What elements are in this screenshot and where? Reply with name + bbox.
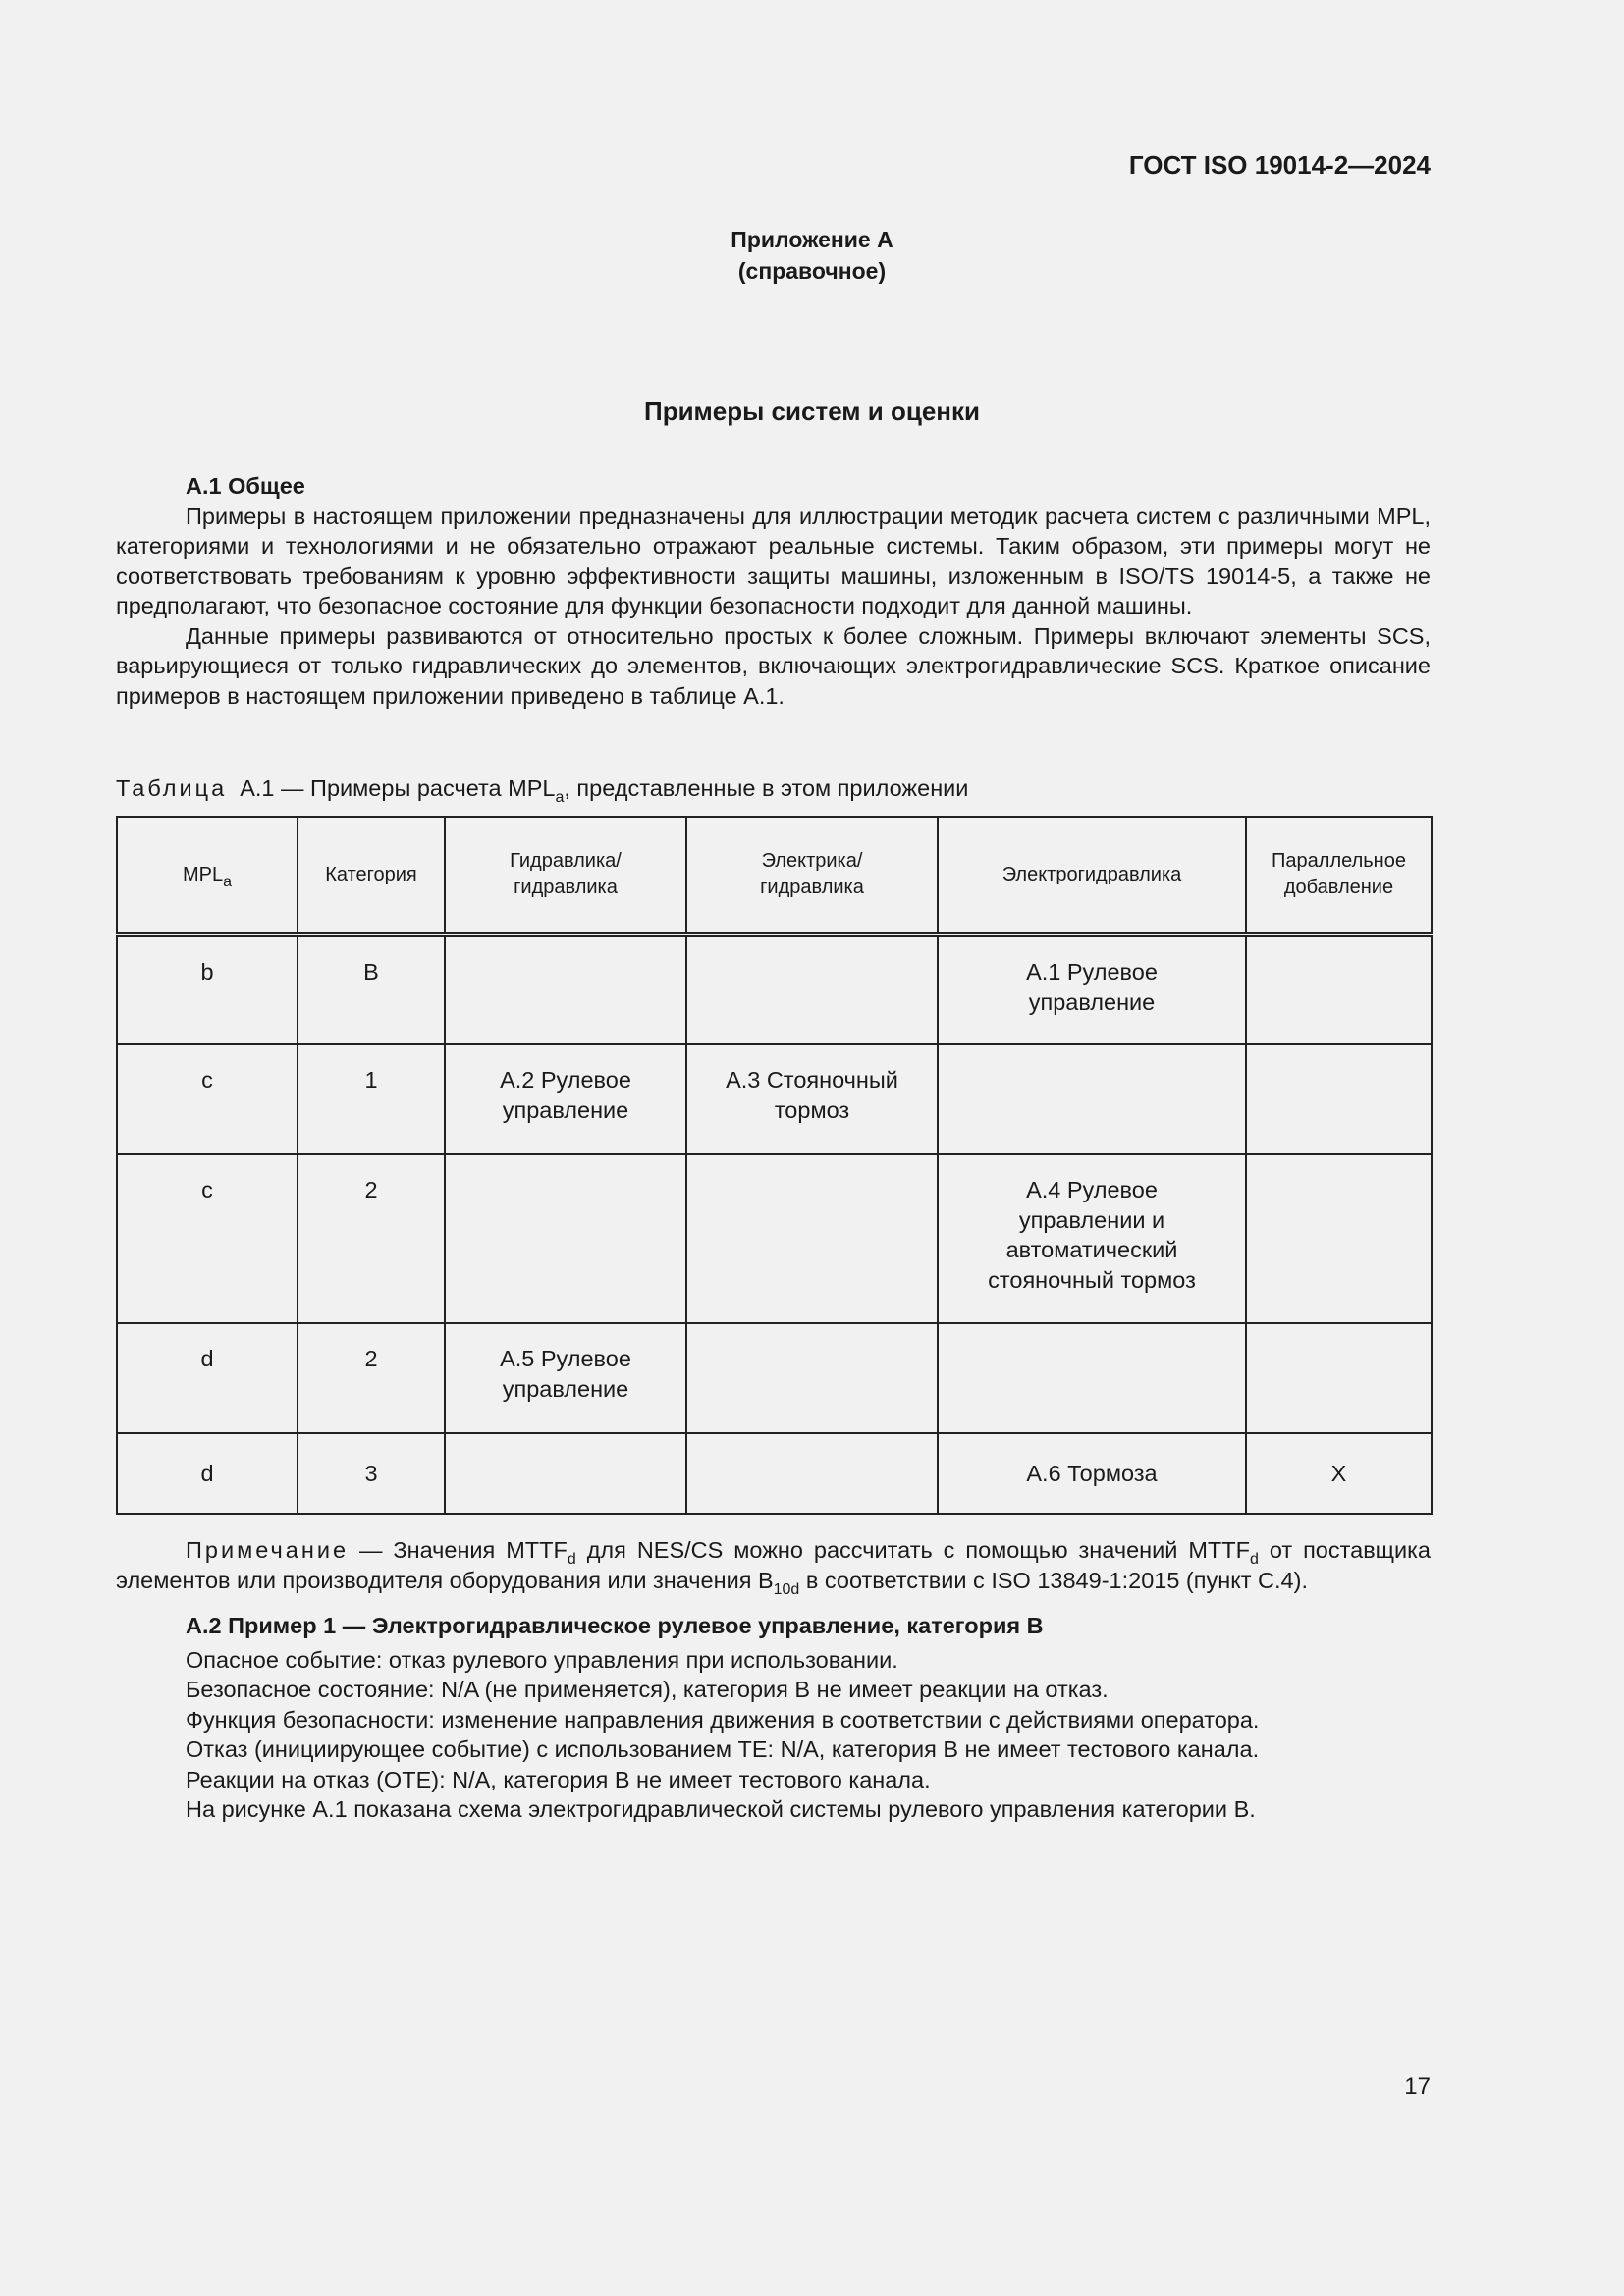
a2-heading: А.2 Пример 1 — Электрогидравлическое рулевое управление, категория В xyxy=(186,1613,1044,1638)
cell-electrohydraulic xyxy=(938,1044,1246,1154)
section-title: Примеры систем и оценки xyxy=(644,397,980,426)
appendix-heading xyxy=(0,224,1624,287)
cell-electrohydraulic: А.1 Рулевое управление xyxy=(938,934,1246,1044)
table-caption-text: — Примеры расчета MPL xyxy=(274,775,556,801)
header-hydraulic xyxy=(445,817,686,934)
a1-paragraph-1: Примеры в настоящем приложении предназначены для иллюстрации методик расчета систем с различными MPL, категориями и технологиями и не обязательно отражают реальные системы. Таким образом, эти примеры могут не соответствовать требованиям к уровню эффективности защиты машины, изложенным в ISO/TS 19014-5, а также не предполагают, что безопасное состояние для функции безопасности подходит для данной машины. xyxy=(116,503,1431,618)
header-electric-line1: Электрика/ xyxy=(761,850,863,872)
cell-electric xyxy=(686,1433,938,1514)
note-part: — Значения MTTF xyxy=(349,1537,568,1563)
cell-parallel xyxy=(1246,934,1432,1044)
cell-hydraulic xyxy=(445,1433,686,1514)
document-code: ГОСТ ISO 19014-2—2024 xyxy=(1128,150,1431,180)
header-electric xyxy=(686,817,938,934)
a2-line: Отказ (инициирующее событие) с использованием TE: N/A, категория В не имеет тестового канала. xyxy=(186,1736,1260,1762)
cell-parallel: X xyxy=(1246,1433,1432,1514)
cell-electric: А.3 Стояночный тормоз xyxy=(686,1044,938,1154)
cell-mpl: b xyxy=(117,934,298,1044)
cell-mpl: c xyxy=(117,1154,298,1323)
table-row xyxy=(117,1044,1432,1154)
cell-parallel xyxy=(1246,1044,1432,1154)
table-caption-subscript: a xyxy=(555,789,565,806)
cell-electrohydraulic xyxy=(938,1323,1246,1433)
note-part: в соответствии с ISO 13849-1:2015 (пункт С.4). xyxy=(799,1568,1308,1593)
cell-parallel xyxy=(1246,1323,1432,1433)
cell-parallel xyxy=(1246,1154,1432,1323)
header-hydraulic-line2: гидравлика xyxy=(514,877,618,898)
cell-category: 2 xyxy=(298,1323,445,1433)
cell-category: 3 xyxy=(298,1433,445,1514)
cell-electric xyxy=(686,1154,938,1323)
cell-hydraulic: А.2 Рулевое управление xyxy=(445,1044,686,1154)
cell-mpl: c xyxy=(117,1044,298,1154)
table-row xyxy=(117,1154,1432,1323)
header-electrohydraulic: Электрогидравлика xyxy=(938,817,1246,934)
header-parallel xyxy=(1246,817,1432,934)
examples-table xyxy=(116,816,1433,1515)
header-mpl-text: MPL xyxy=(182,863,224,885)
header-mpl xyxy=(117,817,298,934)
table-caption-number: А.1 xyxy=(240,775,275,801)
table-header-row xyxy=(117,817,1432,934)
table-row xyxy=(117,934,1432,1044)
page-number: 17 xyxy=(1404,2073,1431,2100)
cell-electric xyxy=(686,934,938,1044)
table-caption-text-end: , представленные в этом приложении xyxy=(564,775,969,801)
cell-hydraulic: А.5 Рулевое управление xyxy=(445,1323,686,1433)
note-subscript: 10d xyxy=(773,1581,800,1598)
table-caption xyxy=(116,773,968,804)
note-part: от поставщика элементов или производителя оборудования или значения B xyxy=(116,1537,1432,1593)
header-mpl-subscript: a xyxy=(223,873,233,890)
cell-hydraulic xyxy=(445,1154,686,1323)
cell-category: B xyxy=(298,934,445,1044)
a2-line: Безопасное состояние: N/A (не применяется), категория В не имеет реакции на отказ. xyxy=(186,1677,1109,1702)
table-row xyxy=(117,1433,1432,1514)
cell-electric xyxy=(686,1323,938,1433)
table-caption-label: Таблица xyxy=(116,775,228,801)
a2-line: Опасное событие: отказ рулевого управления при использовании. xyxy=(186,1646,898,1673)
cell-mpl: d xyxy=(117,1323,298,1433)
header-electric-line2: гидравлика xyxy=(760,877,864,898)
a1-heading: А.1 Общее xyxy=(186,473,305,499)
appendix-title: Приложение А xyxy=(731,227,893,252)
table-note xyxy=(116,1535,1431,1596)
note-subscript: d xyxy=(1249,1551,1259,1568)
note-text xyxy=(116,1535,1431,1596)
cell-hydraulic xyxy=(445,934,686,1044)
cell-category: 2 xyxy=(298,1154,445,1323)
cell-mpl: d xyxy=(117,1433,298,1514)
note-label: Примечание xyxy=(186,1537,350,1563)
cell-electrohydraulic: А.4 Рулевое управлении и автоматический стояночный тормоз xyxy=(938,1154,1246,1323)
appendix-subtitle: (справочное) xyxy=(737,258,887,284)
a2-line: Функция безопасности: изменение направления движения в соответствии с действиями оператора. xyxy=(186,1706,1260,1733)
cell-category: 1 xyxy=(298,1044,445,1154)
header-hydraulic-line1: Гидравлика/ xyxy=(510,850,622,872)
header-parallel-line2: добавление xyxy=(1283,877,1394,898)
a1-paragraph-2: Данные примеры развиваются от относительно простых к более сложным. Примеры включают элементы SCS, варьирующиеся от только гидравлических до элементов, включающих электрогидравлические SCS. Краткое описание примеров в настоящем приложении приведено в таблице А.1. xyxy=(116,622,1431,709)
cell-electrohydraulic: А.6 Тормоза xyxy=(938,1433,1246,1514)
header-category: Категория xyxy=(298,817,445,934)
table-row xyxy=(117,1323,1432,1433)
header-parallel-line1: Параллельное xyxy=(1272,850,1406,872)
a2-line: На рисунке А.1 показана схема электрогидравлической системы рулевого управления категории В. xyxy=(186,1796,1256,1822)
section-a2 xyxy=(116,1611,1431,1825)
a2-line: Реакции на отказ (ОТЕ): N/A, категория В не имеет тестового канала. xyxy=(186,1766,931,1792)
note-part: для NES/CS можно рассчитать с помощью значений MTTF xyxy=(575,1537,1250,1563)
section-a1 xyxy=(116,471,1431,711)
note-subscript: d xyxy=(567,1551,576,1568)
